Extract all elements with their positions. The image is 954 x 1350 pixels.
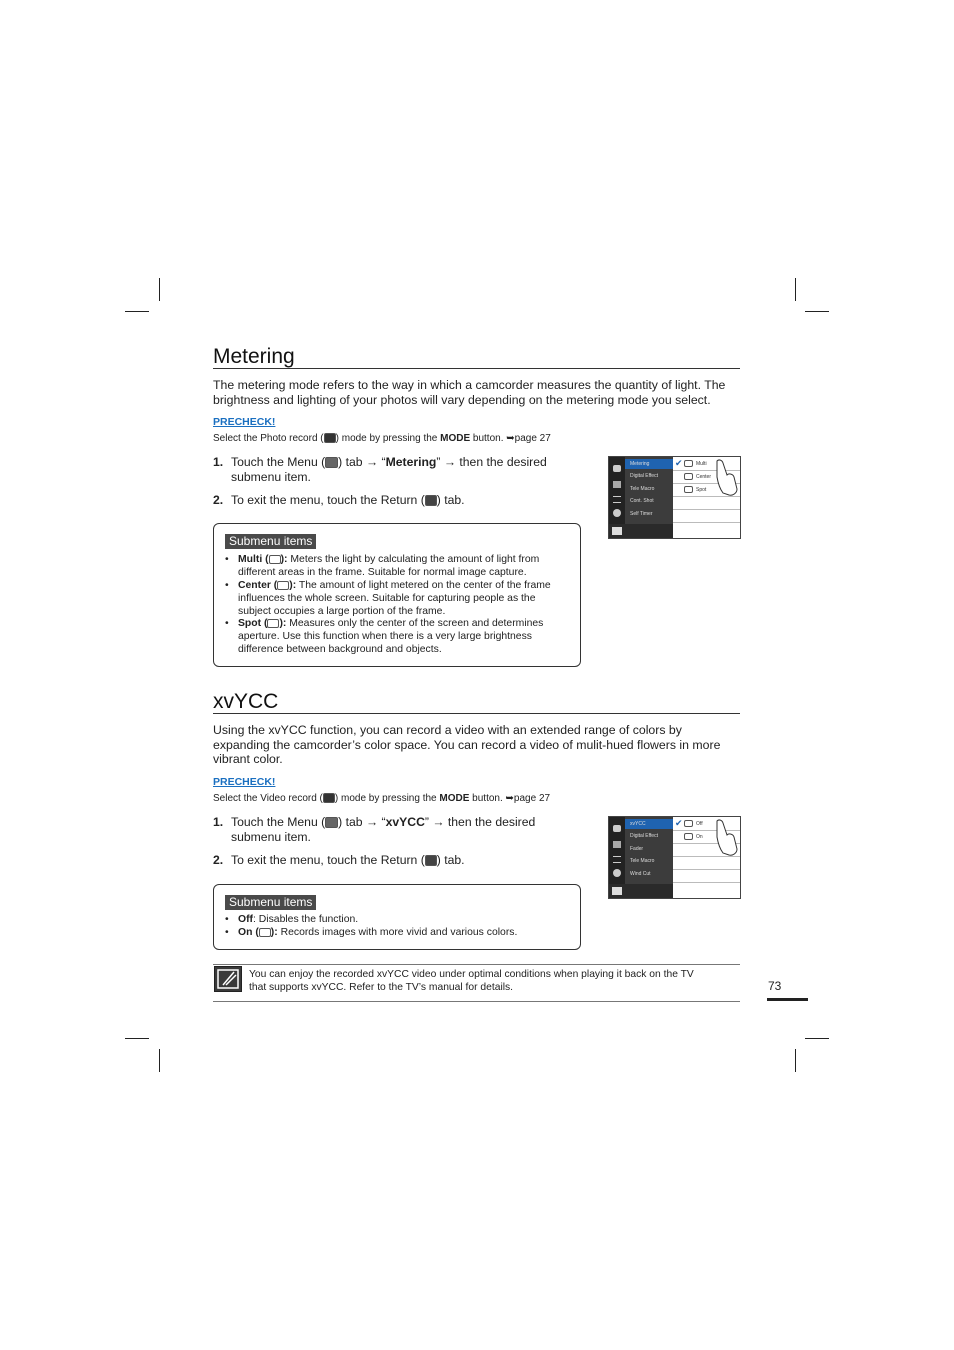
step-1: 1. Touch the Menu ( ) tab → “xvYCC” → then the desired submenu item.: [213, 815, 536, 844]
metering-intro: The metering mode refers to the way in which a camcorder measures the quantity of light. The brightness and lighting of your photos will vary depending on the metering mode you select.: [213, 378, 726, 407]
xvycc-off-icon: [684, 820, 693, 827]
submenu-label: Submenu items: [225, 895, 316, 910]
center-icon: [277, 581, 289, 590]
option-row: [673, 856, 740, 870]
title-rule: [213, 368, 740, 369]
section-title-xvycc: xvYCC: [213, 690, 279, 713]
note-rule-bottom: [213, 1001, 740, 1002]
crop-mark: [805, 311, 829, 312]
check-icon: ✔: [675, 818, 683, 828]
crop-mark: [125, 1038, 149, 1039]
menu-tab-icon: [325, 817, 338, 828]
camcorder-screen-metering: [608, 456, 741, 539]
crop-mark: [805, 1038, 829, 1039]
spot-icon: [267, 619, 279, 628]
menu-item: Digital Effect: [630, 833, 658, 839]
precheck-text: Select the Video record ( ) mode by pressing the MODE button. ➥page 27: [213, 793, 551, 804]
multi-icon: [269, 555, 281, 564]
crop-mark: [795, 1049, 796, 1072]
menu-item: Wind Cut: [630, 871, 651, 877]
option-row: ✔ Multi: [673, 457, 740, 471]
menu-item: xvYCC: [630, 821, 646, 827]
submenu-box-xvycc: Submenu items • Off: Disables the function. • On ( ): Records images with more vivid and various colors.: [213, 884, 581, 950]
crop-mark: [125, 311, 149, 312]
page-ref-arrow-icon: ➥: [505, 793, 514, 804]
list-icon: [613, 496, 621, 503]
list-icon: [613, 856, 621, 863]
option-row: ✔ Off: [673, 817, 740, 831]
menu-item: Metering: [630, 461, 650, 467]
note-text: You can enjoy the recorded xvYCC video under optimal conditions when playing it back on the TV that supports xvYCC. Refer to the TV’s manual for details.: [249, 969, 694, 993]
spot-icon: [684, 486, 693, 493]
menu-item: Tele Macro: [630, 858, 655, 864]
menu-item: Digital Effect: [630, 473, 658, 479]
option-row: [673, 869, 740, 883]
step-1: 1. Touch the Menu ( ) tab → “Metering” → then the desired submenu item.: [213, 455, 547, 484]
menu-item: Self Timer: [630, 511, 653, 517]
precheck-text: Select the Photo record ( ) mode by pressing the MODE button. ➥page 27: [213, 433, 551, 444]
touch-hand-icon: [713, 459, 739, 497]
title-rule: [213, 713, 740, 714]
option-row: [673, 509, 740, 523]
screen-bottom-bar: [609, 524, 673, 538]
touch-hand-icon: [713, 819, 739, 857]
menu-item: Cont. Shot: [630, 498, 654, 504]
screen-bottom-bar: [609, 884, 673, 898]
gear-icon: [613, 869, 621, 877]
camera-icon: [324, 433, 336, 443]
option-row: Center: [673, 470, 740, 484]
step-2: 2. To exit the menu, touch the Return ( ) tab.: [213, 853, 465, 867]
page-number: 73: [768, 979, 782, 993]
page-number-bar: [767, 998, 808, 1001]
xvycc-on-icon: [259, 928, 271, 937]
submenu-label: Submenu items: [225, 534, 316, 549]
return-icon: [612, 527, 622, 535]
precheck-label: PRECHECK!: [213, 416, 276, 428]
gear-icon: [613, 509, 621, 517]
crop-mark: [159, 278, 160, 301]
center-icon: [684, 473, 693, 480]
return-tab-icon: [425, 495, 437, 506]
video-camera-icon: [613, 825, 621, 832]
menu-item: Fader: [630, 846, 644, 852]
submenu-box-metering: Submenu items • Multi ( ): Meters the light by calculating the amount of light from different areas in the frame. Suitable for normal image capture. • Center ( ): The amount of light metered on the center of the frame influences the whole screen. Suitable for capturing people as the subject occupies a large portion of the frame. • Spot ( ): Measures only the center of the screen and determines aperture. Use this function when there is a very large brightness difference between background and objects.: [213, 523, 581, 667]
section-title-metering: Metering: [213, 345, 295, 368]
return-tab-icon: [425, 855, 437, 866]
camera-icon: [613, 465, 621, 472]
multi-icon: [684, 460, 693, 467]
note-icon: [214, 966, 242, 992]
xvycc-intro: Using the xvYCC function, you can record a video with an extended range of colors by expanding the camcorder’s color space. You can record a video of mulit-hued flowers in more vibrant color.: [213, 723, 721, 767]
note-rule-top: [213, 964, 740, 965]
precheck-label: PRECHECK!: [213, 776, 276, 788]
step-2: 2. To exit the menu, touch the Return ( ) tab.: [213, 493, 465, 507]
crop-mark: [159, 1049, 160, 1072]
menu-item: Tele Macro: [630, 486, 655, 492]
option-row: Spot: [673, 483, 740, 497]
menu-icon: [613, 481, 621, 488]
menu-icon: [613, 841, 621, 848]
option-row: On: [673, 830, 740, 844]
video-camera-icon: [323, 793, 335, 803]
return-icon: [612, 887, 622, 895]
page-ref-arrow-icon: ➥: [506, 433, 515, 444]
menu-tab-icon: [325, 457, 338, 468]
crop-mark: [795, 278, 796, 301]
option-row: [673, 882, 740, 895]
xvycc-on-icon: [684, 833, 693, 840]
check-icon: ✔: [675, 458, 683, 468]
option-row: [673, 496, 740, 510]
option-row: [673, 522, 740, 535]
camcorder-screen-xvycc: [608, 816, 741, 899]
